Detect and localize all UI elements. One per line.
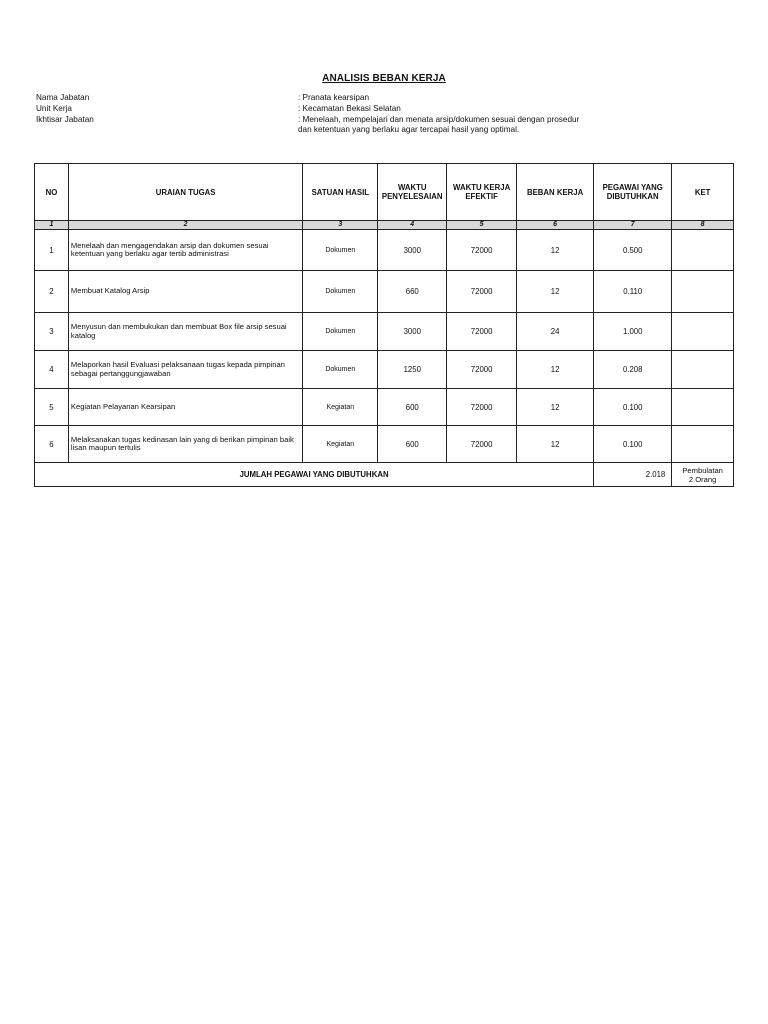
cell-ket bbox=[672, 313, 734, 351]
document-title: ANALISIS BEBAN KERJA bbox=[322, 73, 446, 84]
nama-jabatan-label: Nama Jabatan bbox=[36, 93, 90, 102]
cell-uraian: Membuat Katalog Arsip bbox=[68, 271, 302, 313]
cell-satuan: Dokumen bbox=[303, 230, 378, 271]
cell-ket bbox=[672, 271, 734, 313]
cell-waktu-efektif: 72000 bbox=[447, 389, 517, 426]
column-index: 5 bbox=[447, 221, 517, 230]
total-row bbox=[35, 463, 734, 487]
cell-waktu-efektif: 72000 bbox=[447, 426, 517, 463]
cell-satuan: Kegiatan bbox=[303, 426, 378, 463]
cell-waktu-penyelesaian: 3000 bbox=[378, 230, 447, 271]
unit-kerja-value: : Kecamatan Bekasi Selatan bbox=[298, 104, 401, 113]
column-index: 2 bbox=[68, 221, 302, 230]
column-index: 4 bbox=[378, 221, 447, 230]
header-ket: KET bbox=[672, 164, 734, 221]
cell-ket bbox=[672, 426, 734, 463]
cell-pegawai: 0.100 bbox=[594, 426, 672, 463]
cell-waktu-efektif: 72000 bbox=[447, 351, 517, 389]
cell-uraian: Kegiatan Pelayanan Kearsipan bbox=[68, 389, 302, 426]
cell-pegawai: 0.500 bbox=[594, 230, 672, 271]
table-row bbox=[35, 313, 734, 351]
cell-waktu-penyelesaian: 1250 bbox=[378, 351, 447, 389]
cell-uraian: Melaksanakan tugas kedinasan lain yang di berikan pimpinan baik lisan maupun tertulis bbox=[68, 426, 302, 463]
column-index: 7 bbox=[594, 221, 672, 230]
cell-pegawai: 0.208 bbox=[594, 351, 672, 389]
cell-waktu-penyelesaian: 3000 bbox=[378, 313, 447, 351]
cell-no: 4 bbox=[35, 351, 69, 389]
cell-no: 2 bbox=[35, 271, 69, 313]
column-index-row bbox=[35, 221, 734, 230]
cell-satuan: Kegiatan bbox=[303, 389, 378, 426]
header-satuan: SATUAN HASIL bbox=[303, 164, 378, 221]
header-beban: BEBAN KERJA bbox=[517, 164, 594, 221]
cell-uraian: Menelaah dan mengagendakan arsip dan dokumen sesuai ketentuan yang berlaku agar tertib administrasi bbox=[68, 230, 302, 271]
unit-kerja-label: Unit Kerja bbox=[36, 104, 72, 113]
cell-waktu-efektif: 72000 bbox=[447, 271, 517, 313]
cell-waktu-penyelesaian: 660 bbox=[378, 271, 447, 313]
cell-satuan: Dokumen bbox=[303, 351, 378, 389]
cell-no: 6 bbox=[35, 426, 69, 463]
info-row-unit-kerja bbox=[36, 104, 756, 115]
cell-beban: 24 bbox=[517, 313, 594, 351]
cell-waktu-efektif: 72000 bbox=[447, 230, 517, 271]
cell-uraian: Melaporkan hasil Evaluasi pelaksanaan tugas kepada pimpinan sebagai pertanggungjawaban bbox=[68, 351, 302, 389]
cell-beban: 12 bbox=[517, 426, 594, 463]
cell-beban: 12 bbox=[517, 271, 594, 313]
cell-no: 5 bbox=[35, 389, 69, 426]
workload-table bbox=[34, 163, 734, 487]
cell-beban: 12 bbox=[517, 230, 594, 271]
cell-ket bbox=[672, 230, 734, 271]
cell-no: 3 bbox=[35, 313, 69, 351]
ikhtisar-value-line1: : Menelaah, mempelajari dan menata arsip/dokumen sesuai dengan prosedur bbox=[298, 115, 580, 124]
header-waktu-penyelesaian: WAKTU PENYELESAIAN bbox=[378, 164, 447, 221]
cell-beban: 12 bbox=[517, 389, 594, 426]
cell-waktu-penyelesaian: 600 bbox=[378, 426, 447, 463]
table-row bbox=[35, 389, 734, 426]
table-row bbox=[35, 426, 734, 463]
info-row-ikhtisar bbox=[36, 115, 756, 135]
cell-ket bbox=[672, 351, 734, 389]
total-value: 2.018 bbox=[594, 463, 672, 487]
info-row-nama-jabatan bbox=[36, 93, 756, 104]
header-uraian: URAIAN TUGAS bbox=[68, 164, 302, 221]
column-index: 1 bbox=[35, 221, 69, 230]
table-row bbox=[35, 351, 734, 389]
cell-ket bbox=[672, 389, 734, 426]
cell-waktu-penyelesaian: 600 bbox=[378, 389, 447, 426]
cell-beban: 12 bbox=[517, 351, 594, 389]
cell-uraian: Menyusun dan membukukan dan membuat Box file arsip sesuai katalog bbox=[68, 313, 302, 351]
column-index: 6 bbox=[517, 221, 594, 230]
job-info-section bbox=[36, 93, 756, 135]
cell-no: 1 bbox=[35, 230, 69, 271]
header-no: NO bbox=[35, 164, 69, 221]
cell-pegawai: 1.000 bbox=[594, 313, 672, 351]
nama-jabatan-value: : Pranata kearsipan bbox=[298, 93, 370, 102]
ikhtisar-label: Ikhtisar Jabatan bbox=[36, 115, 94, 124]
cell-satuan: Dokumen bbox=[303, 313, 378, 351]
header-waktu-efektif: WAKTU KERJA EFEKTIF bbox=[447, 164, 517, 221]
cell-waktu-efektif: 72000 bbox=[447, 313, 517, 351]
cell-pegawai: 0.100 bbox=[594, 389, 672, 426]
ikhtisar-value bbox=[298, 115, 718, 134]
ikhtisar-value-line2: dan ketentuan yang berlaku agar tercapai hasil yang optimal. bbox=[298, 124, 520, 134]
total-note-line1: Pembulatan bbox=[682, 465, 723, 475]
table-row bbox=[35, 271, 734, 313]
cell-satuan: Dokumen bbox=[303, 271, 378, 313]
table-header-row bbox=[35, 164, 734, 221]
total-note bbox=[672, 463, 734, 487]
column-index: 8 bbox=[672, 221, 734, 230]
column-index: 3 bbox=[303, 221, 378, 230]
table-row bbox=[35, 230, 734, 271]
cell-pegawai: 0.110 bbox=[594, 271, 672, 313]
header-pegawai: PEGAWAI YANG DIBUTUHKAN bbox=[594, 164, 672, 221]
total-label: JUMLAH PEGAWAI YANG DIBUTUHKAN bbox=[35, 463, 594, 487]
total-note-line2: 2 Orang bbox=[688, 474, 717, 484]
